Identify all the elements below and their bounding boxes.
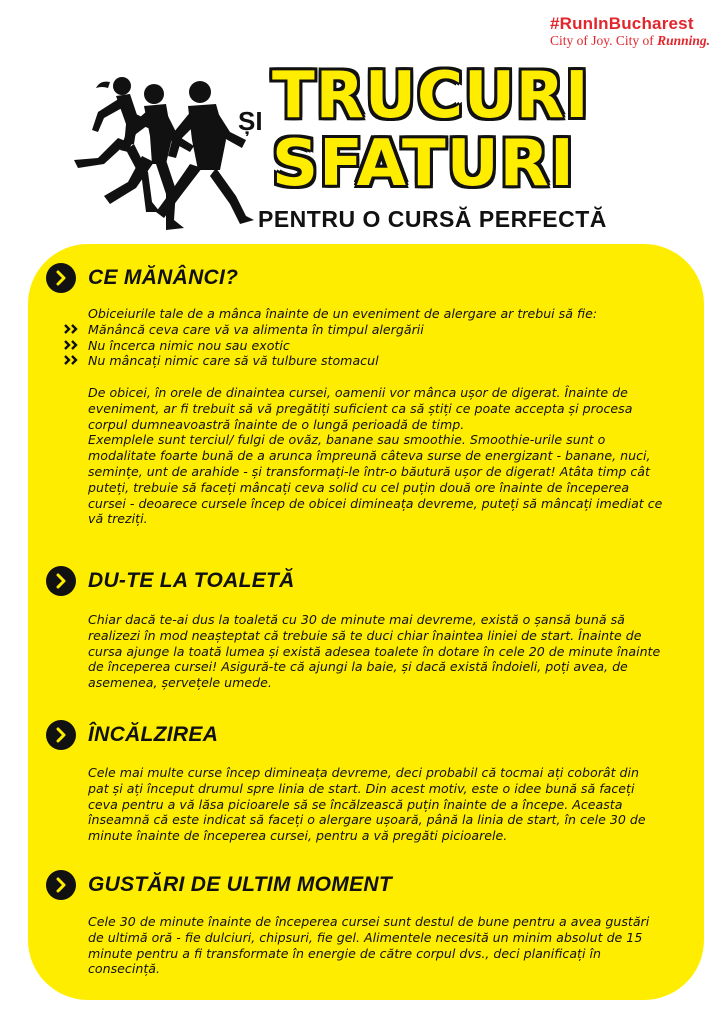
section-toilet-body [88, 612, 663, 691]
chevron-right-icon [46, 566, 76, 596]
chevron-right-icon [46, 720, 76, 750]
section-warmup-body [88, 765, 663, 844]
section-snacks-title: GUSTĂRI DE ULTIM MOMENT [88, 873, 392, 896]
runners-illustration [50, 72, 255, 232]
section-snacks-body [88, 914, 663, 977]
brand-tagline-text: City of Joy. City of [549, 33, 658, 48]
section-warmup-text: Cele mai multe curse încep dimineața devreme, deci probabil că tocmai ați coborât din pat și ați început drumul spre linia de start. Din acest motiv, este o idee bună să faceți ceva pentru a vă lăsa picioarele să se încălzească puțin înainte de a începe. Aceasta înseamnă că este indicat să faceți o alergare ușoară, până la linia de start, în cele 30 de minute înainte de începerea cursei, pentru a vă pregăti picioarele. [88, 765, 646, 844]
section-food-bullets [88, 322, 663, 369]
bullet-text: Nu încerca nimic nou sau exotic [88, 337, 290, 353]
section-food-intro: Obiceiurile tale de a mânca înainte de un eveniment de alergare ar trebui să fie: [88, 306, 598, 321]
section-snacks-text: Cele 30 de minute înainte de începerea cursei sunt destul de bune pentru a avea gustări de ultimă oră - fie dulciuri, chipsuri, fie gel. Alimentele necesită un minim absolut de 15 minute pentru a fi transformate în energie de către corpul dvs., deci planificați în consecință. [88, 914, 650, 977]
bullet-text: Mănâncă ceva care vă va alimenta în timpul alergării [88, 321, 424, 337]
brand-hashtag: #RunInBucharest [549, 14, 694, 33]
title-subtitle: PENTRU O CURSĂ PERFECTĂ [258, 206, 607, 232]
double-chevron-icon [64, 322, 84, 338]
section-warmup-heading [46, 720, 218, 750]
section-toilet-text: Chiar dacă te-ai dus la toaletă cu 30 de minute mai devreme, există o șansă bună să realizezi în mod neașteptat că trebuie să te duci chiar înaintea liniei de start. Înainte de cursa ajunge la toată lumea și există adesea toalete în dotare în cele 20 de minute înainte de începerea cursei! Asigură-te că ajungi la baie, și dacă există îndoieli, poți avea, de asemenea, șervețele umede. [88, 612, 661, 691]
section-food-paragraph-2: Exemplele sunt terciul/ fulgi de ovăz, banane sau smoothie. Smoothie-urile sunt o modalitate foarte bună de a arunca împreună câteva surse de energizant - banane, nuci, semințe, unt de arahide - și transformați-le într-o băutură ușor de digerat! Atâta timp cât puteți, trebuie să faceți mâncați ceva solid cu cel puțin două ore înainte de începerea cursei - deoarece cursele încep de obicei dimineața devreme, puteți să mâncați imediat ce vă treziți. [88, 432, 663, 527]
title-line-1: TRUCURI [272, 59, 590, 133]
title-si: ȘI [238, 106, 263, 136]
section-warmup-title: ÎNCĂLZIREA [88, 723, 219, 746]
brand-tagline [550, 33, 710, 49]
chevron-right-icon [46, 263, 76, 293]
section-food-paragraph-1: De obicei, în orele de dinaintea cursei, oamenii vor mânca ușor de digerat. Înainte de eveniment, ar fi trebuit să vă pregătiți suficient ca să știți ce poate accepta și procesa corpul dumneavoastră înainte de o lungă perioadă de timp. [88, 384, 633, 432]
section-food-title: CE MĂNÂNCI? [88, 266, 239, 289]
brand-block [550, 14, 710, 49]
chevron-right-icon [46, 870, 76, 900]
section-food-heading [46, 263, 238, 293]
section-toilet-heading [46, 566, 295, 596]
section-snacks-heading [46, 870, 392, 900]
list-item [88, 322, 663, 338]
list-item [88, 338, 663, 354]
section-toilet-title: DU-TE LA TOALETĂ [88, 569, 295, 592]
section-food-body [88, 306, 663, 527]
double-chevron-icon [64, 353, 84, 369]
brand-tagline-emphasis: Running. [657, 33, 710, 48]
double-chevron-icon [64, 338, 84, 354]
list-item [88, 353, 663, 369]
bullet-text: Nu mâncați nimic care să vă tulbure stomacul [88, 353, 379, 369]
title-line-2: SFATURI [272, 127, 575, 201]
title-block [238, 59, 678, 242]
